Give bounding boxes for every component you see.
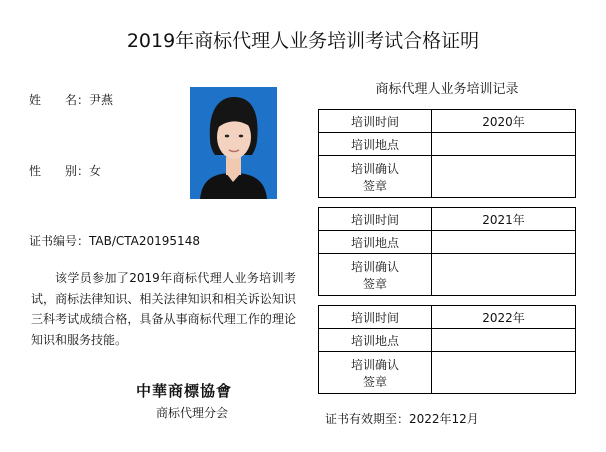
record-label-place: 培训地点 bbox=[319, 329, 432, 352]
record-label-place: 培训地点 bbox=[319, 133, 432, 156]
record-row-time bbox=[319, 306, 576, 329]
name-row bbox=[29, 91, 113, 108]
record-year: 2020年 bbox=[432, 110, 576, 133]
name-value: 尹燕 bbox=[89, 93, 114, 107]
record-label-confirm-line2: 签章 bbox=[362, 374, 387, 389]
record-label-time: 培训时间 bbox=[319, 306, 432, 329]
record-row-place bbox=[319, 133, 576, 156]
record-year: 2022年 bbox=[432, 306, 576, 329]
record-label-place: 培训地点 bbox=[319, 231, 432, 254]
record-confirm-value bbox=[432, 156, 576, 198]
validity-date: 证书有效期至：2022年12月 bbox=[325, 412, 479, 426]
cert-number-value: TAB/CTA20195148 bbox=[89, 234, 200, 248]
record-label-confirm bbox=[319, 352, 432, 394]
issuer-branch: 商标代理分会 bbox=[156, 406, 229, 420]
cert-number-row bbox=[29, 232, 200, 249]
records-title: 商标代理人业务培训记录 bbox=[375, 82, 519, 97]
record-row-confirm bbox=[319, 156, 576, 198]
record-label-time: 培训时间 bbox=[319, 208, 432, 231]
record-row-place bbox=[319, 329, 576, 352]
record-label-confirm-line1: 培训确认 bbox=[350, 357, 399, 372]
record-confirm-value bbox=[432, 254, 576, 296]
record-table-2022 bbox=[318, 305, 576, 394]
record-label-confirm-line1: 培训确认 bbox=[350, 259, 399, 274]
record-row-place bbox=[319, 231, 576, 254]
record-row-time bbox=[319, 208, 576, 231]
record-confirm-value bbox=[432, 352, 576, 394]
gender-value: 女 bbox=[89, 164, 102, 178]
record-table-2021 bbox=[318, 207, 576, 296]
portrait-graphic bbox=[190, 87, 277, 199]
id-photo bbox=[190, 87, 277, 199]
gender-row bbox=[29, 162, 101, 179]
record-place-value bbox=[432, 133, 576, 156]
record-place-value bbox=[432, 231, 576, 254]
record-label-confirm-line1: 培训确认 bbox=[350, 161, 399, 176]
record-label-time: 培训时间 bbox=[319, 110, 432, 133]
name-label: 姓 名： bbox=[29, 93, 90, 107]
record-label-confirm-line2: 签章 bbox=[362, 178, 387, 193]
record-row-confirm bbox=[319, 254, 576, 296]
record-row-confirm bbox=[319, 352, 576, 394]
record-table-2020 bbox=[318, 109, 576, 198]
record-row-time bbox=[319, 110, 576, 133]
cert-number-label: 证书编号： bbox=[29, 234, 90, 248]
association-seal: 中華商標協會 bbox=[136, 382, 233, 400]
record-label-confirm bbox=[319, 254, 432, 296]
record-label-confirm bbox=[319, 156, 432, 198]
record-place-value bbox=[432, 329, 576, 352]
gender-label: 性 别： bbox=[29, 164, 90, 178]
record-year: 2021年 bbox=[432, 208, 576, 231]
qualification-paragraph: 该学员参加了2019年商标代理人业务培训考试，商标法律知识、相关法律知识和相关诉讼知识三科考试成绩合格，具备从事商标代理工作的理论知识和服务技能。 bbox=[31, 271, 296, 347]
certificate-title: 2019年商标代理人业务培训考试合格证明 bbox=[126, 30, 480, 52]
record-label-confirm-line2: 签章 bbox=[362, 276, 387, 291]
